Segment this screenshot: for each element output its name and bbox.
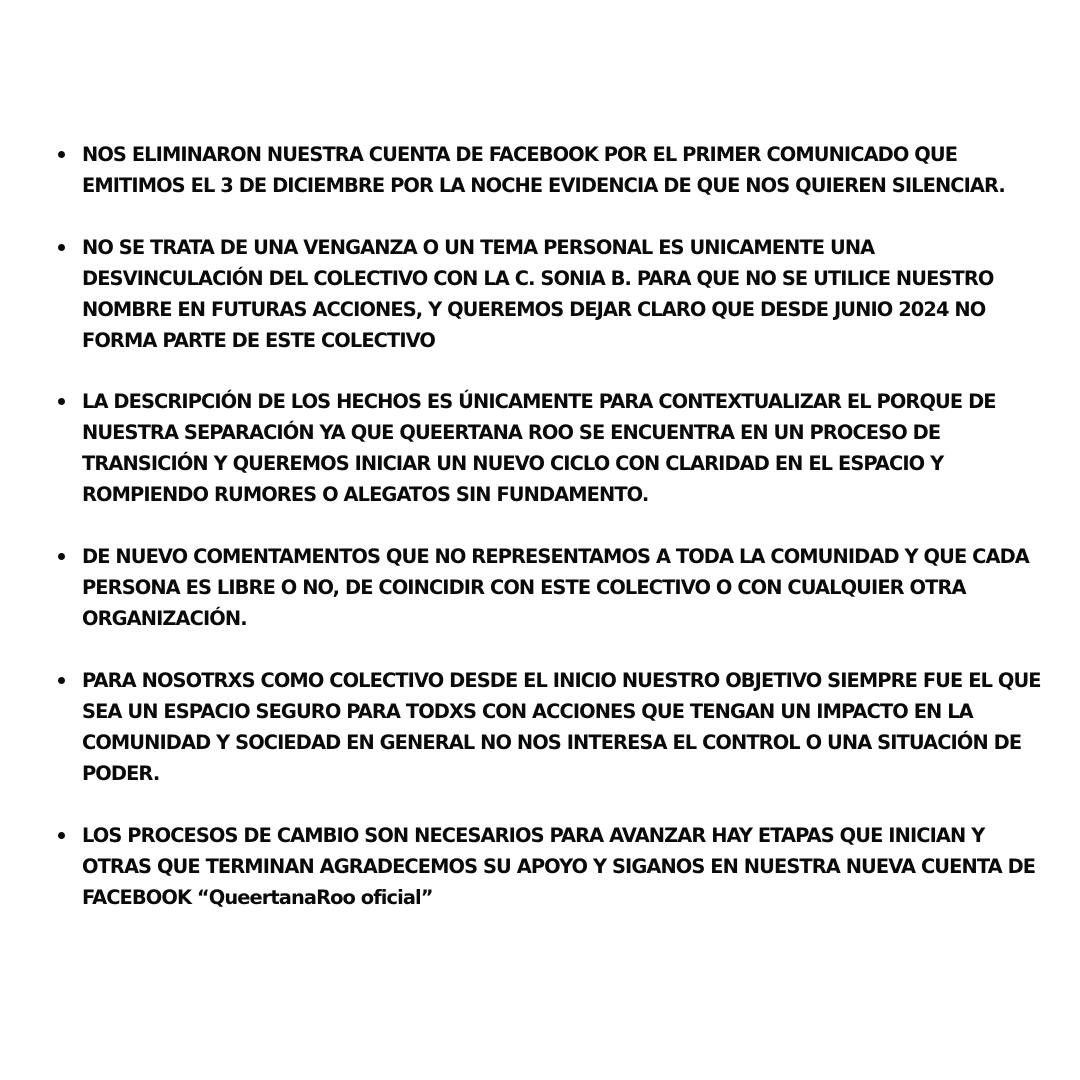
bullet-text: NOS ELIMINARON NUESTRA CUENTA DE FACEBOOK POR EL PRIMER COMUNICADO QUE EMITIMOS EL 3 DE DICIEMBRE POR LA NOCHE EVIDENCIA DE QUE NOS QUIEREN SILENCIAR. — [82, 143, 1005, 197]
bullet-dot-icon — [58, 244, 65, 251]
bullet-dot-icon — [58, 553, 65, 560]
bullet-dot-icon — [58, 832, 65, 839]
bullet-text: LOS PROCESOS DE CAMBIO SON NECESARIOS PARA AVANZAR HAY ETAPAS QUE INICIAN Y OTRAS QUE TERMINAN AGRADECEMOS SU APOYO Y SIGANOS EN NUESTRA NUEVA CUENTA DE FACEBOOK “QueertanaRoo oficial” — [82, 824, 1036, 909]
bullet-text: PARA NOSOTRXS COMO COLECTIVO DESDE EL INICIO NUESTRO OBJETIVO SIEMPRE FUE EL QUE SEA UN ESPACIO SEGURO PARA TODXS CON ACCIONES QUE TENGAN UN IMPACTO EN LA COMUNIDAD Y SOCIEDAD EN GENERAL NO NOS INTERESA EL CONTROL O UNA SITUACIÓN DE PODER. — [82, 669, 1041, 785]
bullet-text: LA DESCRIPCIÓN DE LOS HECHOS ES ÚNICAMENTE PARA CONTEXTUALIZAR EL PORQUE DE NUESTRA SEPARACIÓN YA QUE QUEERTANA ROO SE ENCUENTRA EN UN PROCESO DE TRANSICIÓN Y QUEREMOS INICIAR UN NUEVO CICLO CON CLARIDAD EN EL ESPACIO Y ROMPIENDO RUMORES O ALEGATOS SIN FUNDAMENTO. — [82, 390, 996, 506]
bullet-dot-icon — [58, 398, 65, 405]
bullet-item-3 — [58, 386, 1048, 510]
bullet-item-2 — [58, 232, 1048, 356]
bullet-text: NO SE TRATA DE UNA VENGANZA O UN TEMA PERSONAL ES UNICAMENTE UNA DESVINCULACIÓN DEL COLECTIVO CON LA C. SONIA B. PARA QUE NO SE UTILICE NUESTRO NOMBRE EN FUTURAS ACCIONES, Y QUEREMOS DEJAR CLARO QUE DESDE JUNIO 2024 NO FORMA PARTE DE ESTE COLECTIVO — [82, 236, 994, 352]
bullet-dot-icon — [58, 677, 65, 684]
bullet-text: DE NUEVO COMENTAMENTOS QUE NO REPRESENTAMOS A TODA LA COMUNIDAD Y QUE CADA PERSONA ES LIBRE O NO, DE COINCIDIR CON ESTE COLECTIVO O CON CUALQUIER OTRA ORGANIZACIÓN. — [82, 545, 1029, 630]
bullet-item-1 — [58, 139, 1048, 201]
bullet-item-6 — [58, 820, 1048, 913]
bullet-item-5 — [58, 665, 1048, 789]
bullet-item-4 — [58, 541, 1048, 634]
bullet-dot-icon — [58, 151, 65, 158]
statement-bullet-list — [58, 139, 1048, 944]
